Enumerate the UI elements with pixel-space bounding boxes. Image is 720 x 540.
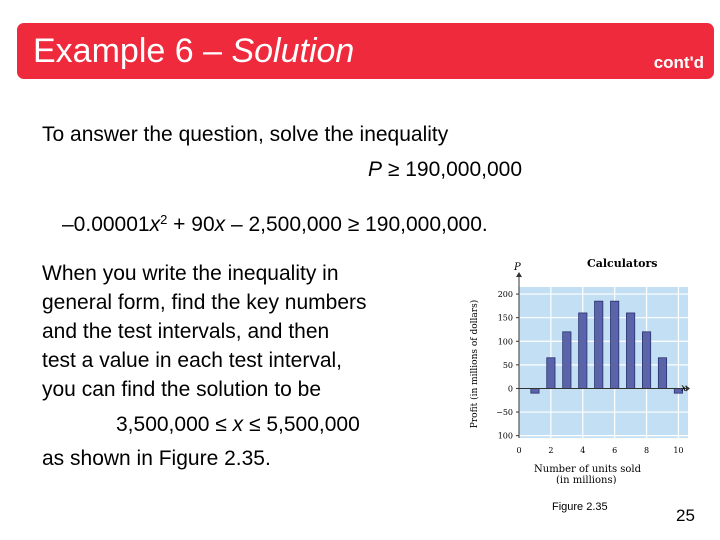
quad-var-x1: x bbox=[149, 213, 161, 236]
sol-right: ≤ 5,500,000 bbox=[243, 413, 360, 436]
intro-text: To answer the question, solve the inequality bbox=[42, 123, 449, 146]
para-line: When you write the inequality in bbox=[42, 262, 339, 285]
para-line: test a value in each test interval, bbox=[42, 349, 342, 372]
y-axis-variable: P bbox=[514, 262, 521, 273]
para-line: general form, find the key numbers bbox=[42, 291, 367, 314]
y-tick-label: 100 bbox=[497, 337, 513, 347]
bar bbox=[626, 313, 634, 389]
y-axis-label: Profit (in millions of dollars) bbox=[470, 299, 480, 429]
continued-label: cont'd bbox=[653, 53, 704, 72]
y-tick-label: 50 bbox=[502, 360, 513, 370]
bar bbox=[658, 358, 666, 389]
bar bbox=[611, 301, 619, 388]
slide-title bbox=[33, 31, 354, 71]
page-number: 25 bbox=[676, 506, 695, 525]
para-line: and the test intervals, and then bbox=[42, 320, 330, 343]
x-axis-label-units: (in millions) bbox=[556, 475, 617, 484]
explanation-paragraph bbox=[42, 259, 367, 404]
solution-interval bbox=[116, 412, 360, 438]
quad-exponent: 2 bbox=[160, 212, 168, 227]
x-tick-label: 6 bbox=[612, 446, 618, 455]
y-tick-label: −50 bbox=[496, 408, 513, 418]
chart-title: Calculators bbox=[587, 257, 658, 270]
x-tick-label: 0 bbox=[516, 446, 522, 455]
profit-bar-chart bbox=[462, 254, 690, 484]
bar bbox=[595, 301, 603, 388]
quadratic-inequality bbox=[62, 207, 488, 238]
x-tick-label: 10 bbox=[673, 446, 684, 455]
bar bbox=[531, 388, 539, 393]
y-tick-label: 150 bbox=[497, 313, 513, 323]
closing-text: as shown in Figure 2.35. bbox=[42, 447, 271, 470]
bar bbox=[579, 313, 587, 389]
x-axis-label: Number of units sold bbox=[534, 464, 642, 475]
title-banner bbox=[17, 23, 714, 79]
inequality-line bbox=[368, 157, 522, 183]
x-axis-variable: x bbox=[681, 383, 687, 394]
y-tick-label: 100 bbox=[497, 431, 513, 441]
figure-caption: Figure 2.35 bbox=[552, 501, 608, 513]
var-p: P bbox=[368, 158, 383, 181]
quad-var-x2: x bbox=[214, 213, 226, 236]
bar bbox=[547, 358, 555, 389]
quad-part-a: –0.00001 bbox=[62, 213, 150, 236]
para-line: you can find the solution to be bbox=[42, 378, 322, 401]
x-tick-label: 2 bbox=[548, 446, 554, 455]
x-tick-label: 4 bbox=[580, 446, 586, 455]
x-tick-label: 8 bbox=[644, 446, 650, 455]
bar bbox=[642, 332, 650, 389]
y-tick-label: 200 bbox=[497, 290, 513, 300]
slide-title-italic: Solution bbox=[231, 32, 355, 70]
quad-part-b: + 90 bbox=[167, 213, 215, 236]
slide-title-main: Example 6 – bbox=[33, 32, 222, 70]
inequality-rhs: ≥ 190,000,000 bbox=[382, 158, 522, 181]
bar bbox=[563, 332, 571, 389]
sol-left: 3,500,000 ≤ bbox=[116, 413, 233, 436]
y-tick-label: 0 bbox=[507, 384, 513, 394]
quad-part-c: – 2,500,000 ≥ 190,000,000. bbox=[225, 213, 488, 236]
sol-var-x: x bbox=[232, 413, 244, 436]
